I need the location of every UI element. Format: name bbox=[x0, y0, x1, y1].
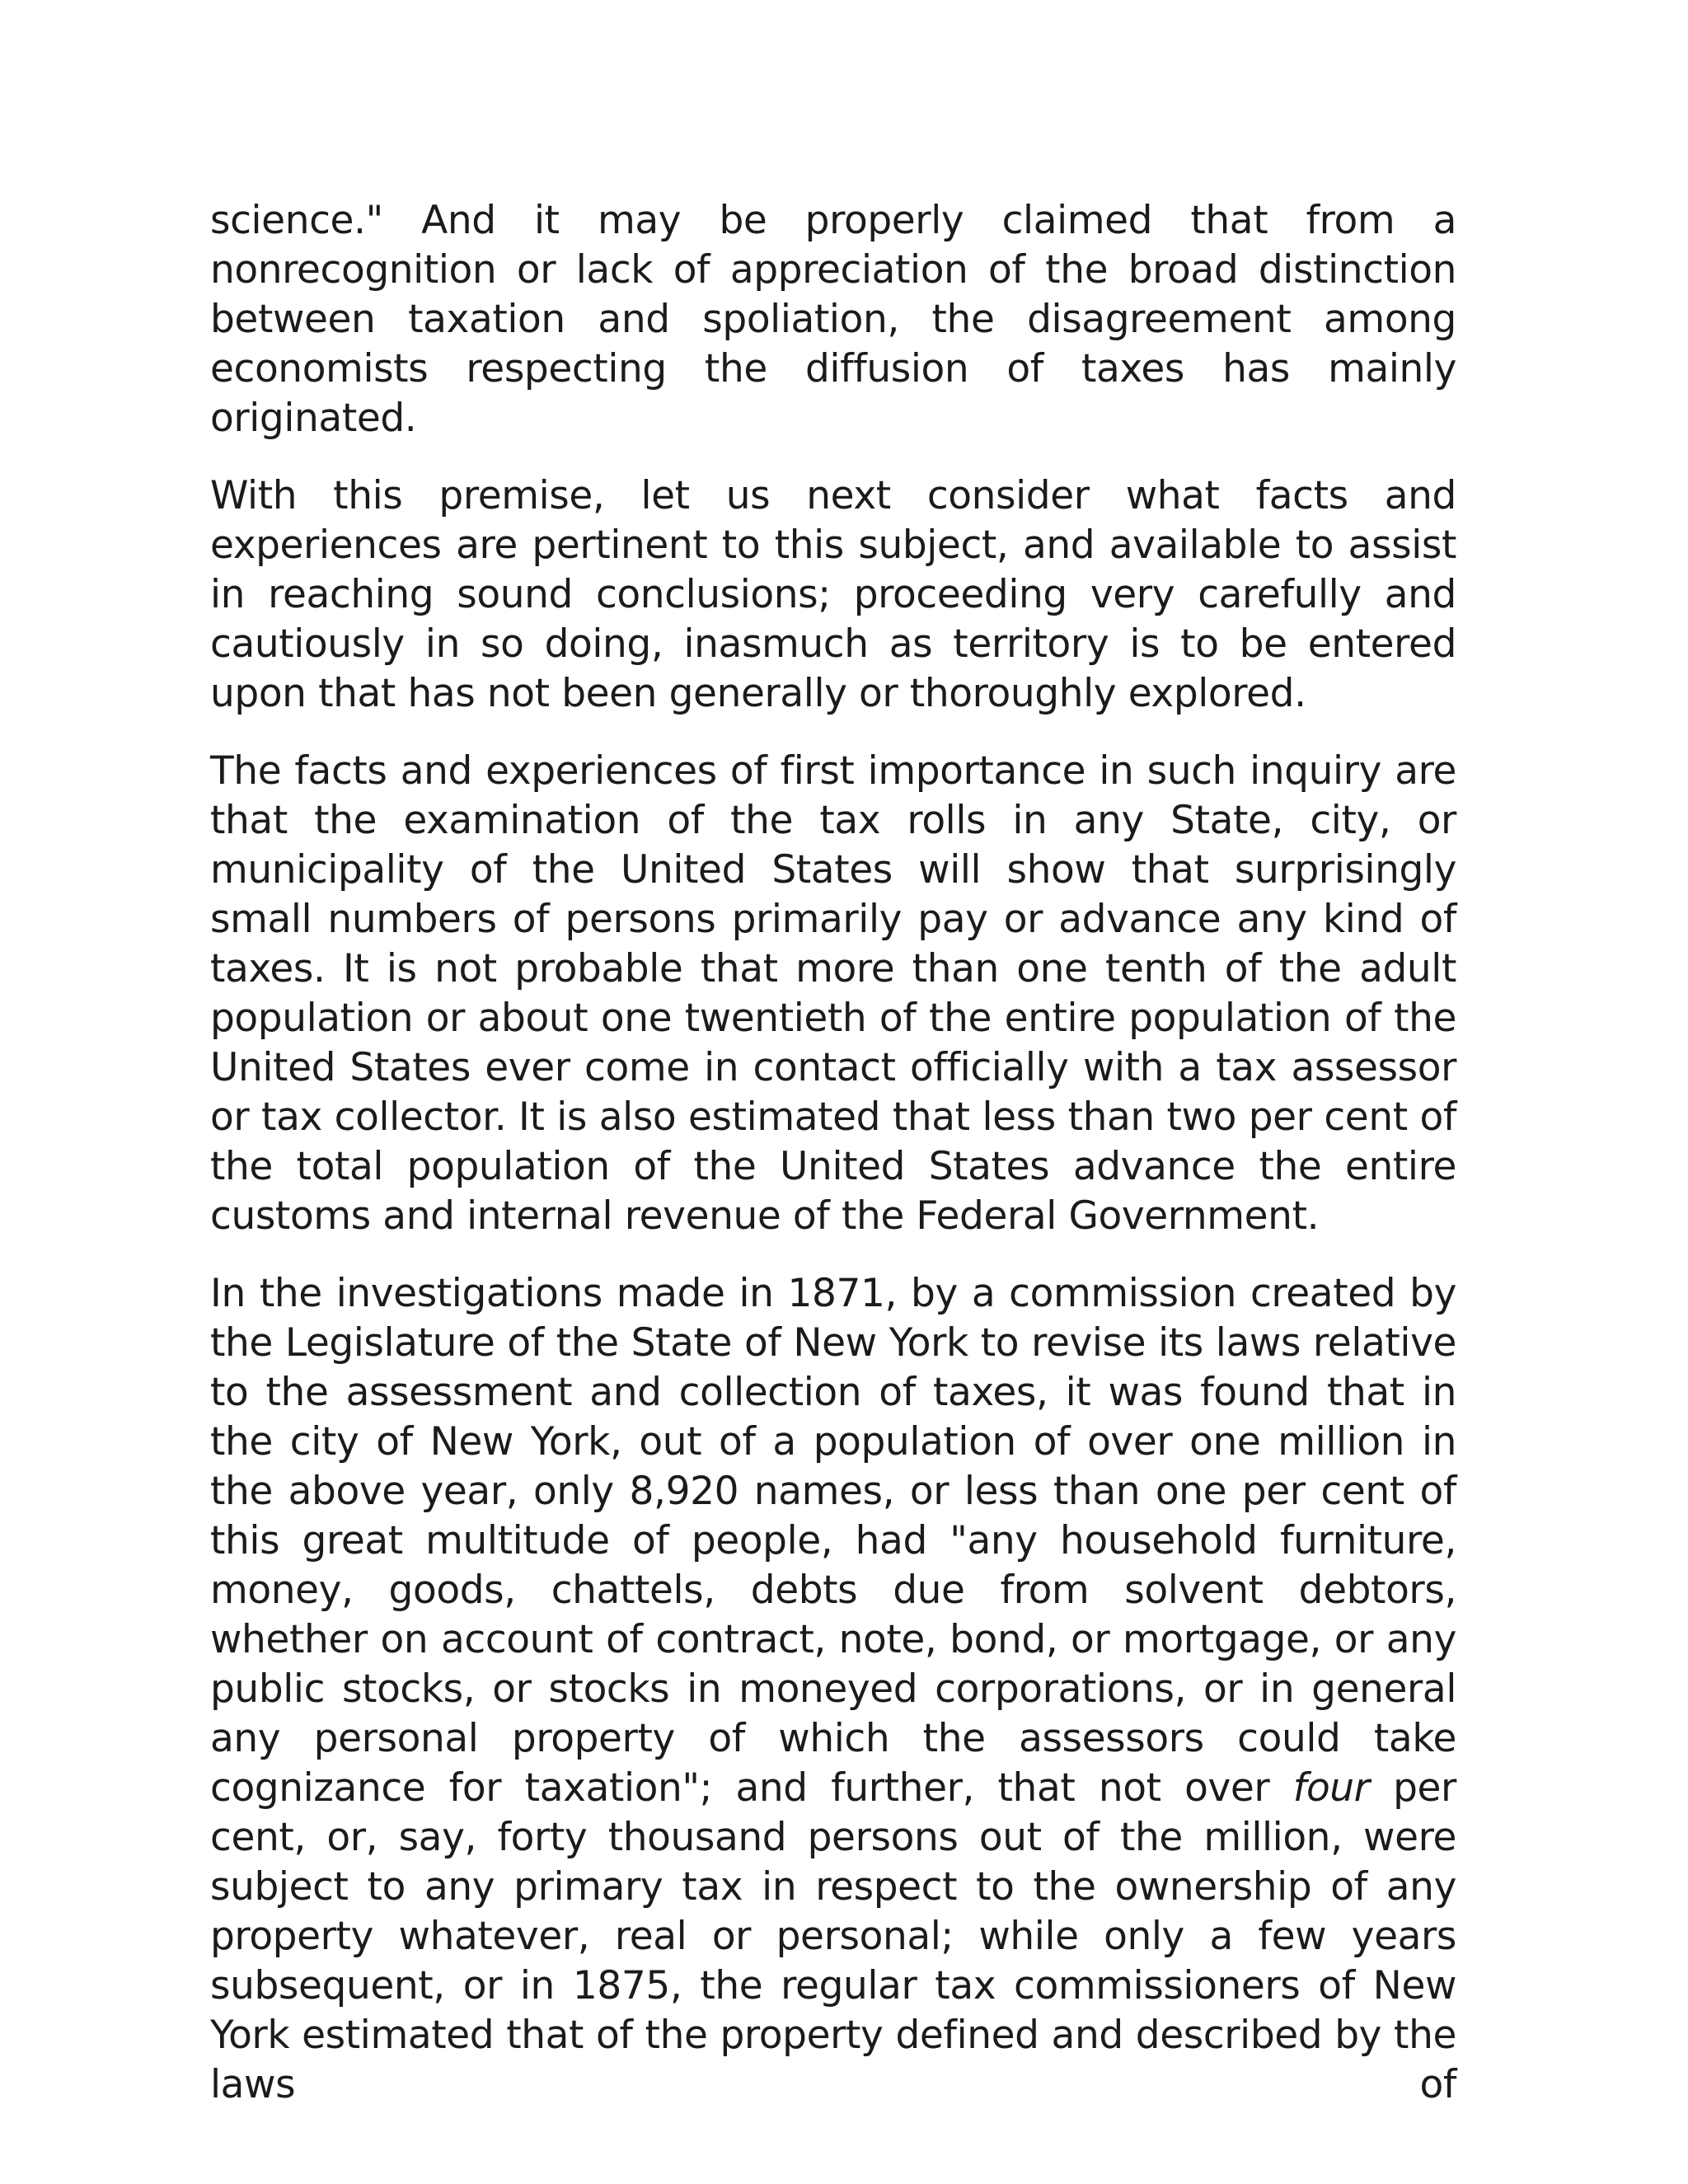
paragraph-2: With this premise, let us next consider what facts and experiences are pertinent to this subject, and available to assist in reaching sound conclusions; proceeding very carefully and cautiously in so doing, inasmuch as territory is to be entered upon that has not been generally or thoroughly explored. bbox=[210, 473, 1456, 716]
paragraph-4 bbox=[210, 1269, 1456, 2110]
paragraph-4-text-end: per cent, or, say, forty thousand persons out of the million, were subject to any primary tax in respect to the ownership of any property whatever, real or personal; while only a few years subsequent, or in 1875, the regular tax commissioners of New York estimated that of the property defined and described by the laws of bbox=[210, 1765, 1456, 2107]
paragraph-1: science." And it may be properly claimed that from a nonrecognition or lack of appreciation of the broad distinction between taxation and spoliation, the disagreement among economists respecting the diffusion of taxes has mainly originated. bbox=[210, 198, 1456, 441]
document-page bbox=[210, 196, 1456, 2110]
paragraph-3: The facts and experiences of first importance in such inquiry are that the examination of the tax rolls in any State, city, or municipality of the United States will show that surprisingly small numbers of persons primarily pay or advance any kind of taxes. It is not probable that more than one tenth of the adult population or about one twentieth of the entire population of the United States ever come in contact officially with a tax assessor or tax collector. It is also estimated that less than two per cent of the total population of the United States advance the entire customs and internal revenue of the Federal Government. bbox=[210, 748, 1456, 1239]
paragraph-4-text-start: In the investigations made in 1871, by a commission created by the Legislature of the State of New York to revise its laws relative to the assessment and collection of taxes, it was found that in the city of New York, out of a population of over one million in the above year, only 8,920 names, or less than one per cent of this great multitude of people, had "any household furniture, money, goods, chattels, debts due from solvent debtors, whether on account of contract, note, bond, or mortgage, or any public stocks, or stocks in moneyed corporations, or in general any personal property of which the assessors could take cognizance for taxation"; and further, that not over bbox=[210, 1271, 1456, 1811]
emphasized-word: four bbox=[1292, 1765, 1370, 1811]
